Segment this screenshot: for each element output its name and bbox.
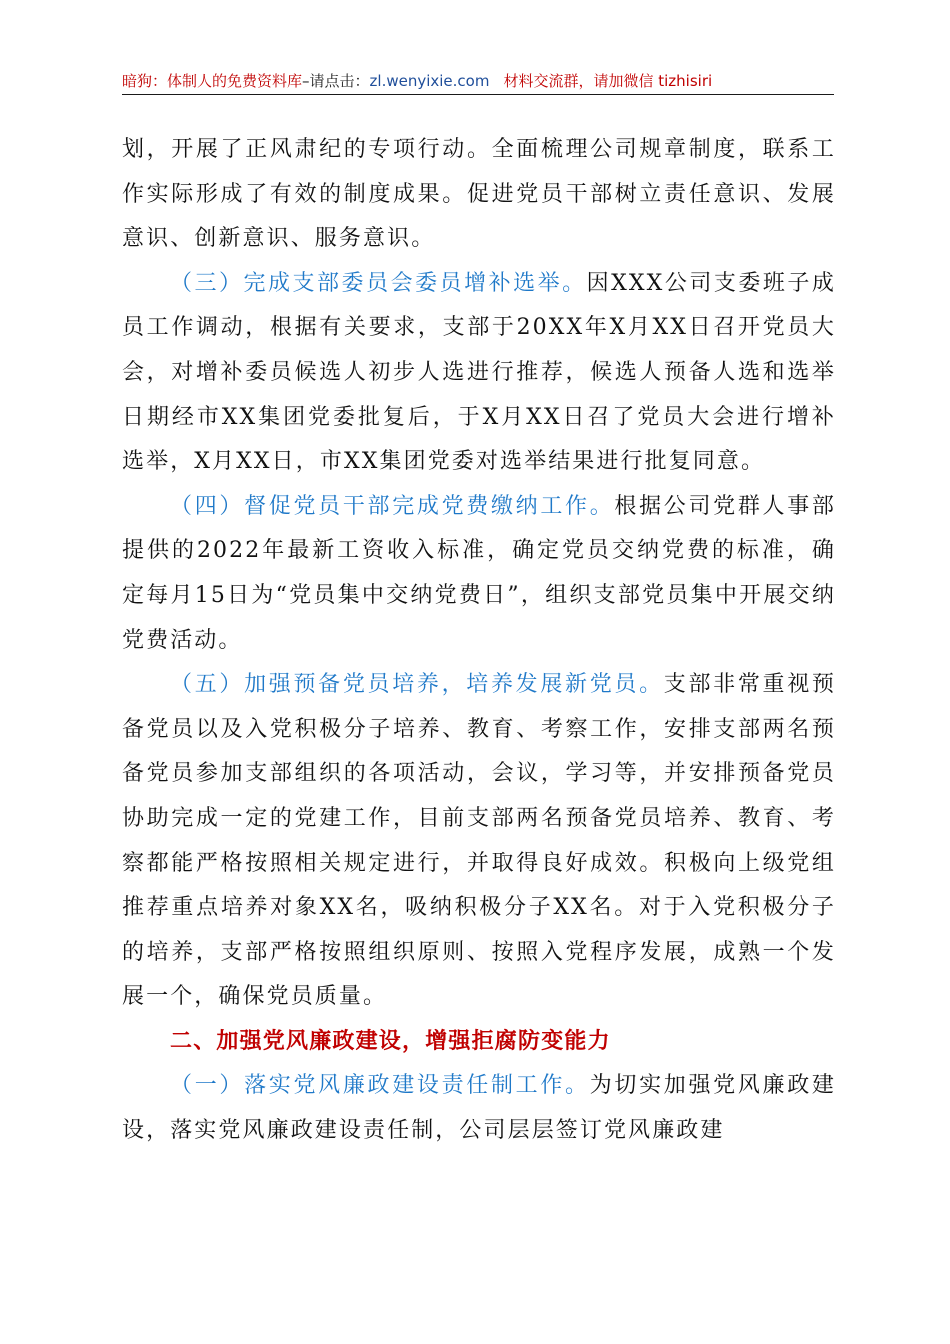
paragraph-2 [122,262,836,485]
paragraph-5 [122,1064,836,1153]
paragraph-5-body: 为切实加强党风廉政建设，落实党风廉政建设责任制，公司层层签订党风廉政建 [122,1073,836,1144]
subsection-title-4: （四）督促党员干部完成党费缴纳工作。 [170,493,615,519]
paragraph-4-body: 支部非常重视预备党员以及入党积极分子培养、教育、考察工作，安排支部两名预备党员参加支部组织的各项活动，会议，学习等，并安排预备党员协助完成一定的党建工作，目前支部两名预备党员培养、教育、考察都能严格按照相关规定进行，并取得良好成效。积极向上级党组推荐重点培养对象XX名，吸纳积极分子XX名。对于入党积极分子的培养，支部严格按照组织原则、按照入党程序发展，成熟一个发展一个，确保党员质量。 [122,672,836,1010]
subsection-title-1: （一）落实党风廉政建设责任制工作。 [170,1073,590,1099]
header-divider [122,94,834,95]
document-body [122,128,836,1154]
subsection-title-5: （五）加强预备党员培养，培养发展新党员。 [170,672,664,698]
header-url-link[interactable]: zl.wenyixie.com [369,72,490,90]
header-site-name: 暗狗：体制人的免费资料库 [122,72,303,90]
page-header [122,70,834,92]
header-click-prompt: –请点击： [302,72,370,90]
paragraph-3-body: 根据公司党群人事部提供的2022年最新工资收入标准，确定党员交纳党费的标准，确定每月15日为“党员集中交纳党费日”，组织支部党员集中开展交纳党费活动。 [122,493,836,653]
header-contact-info: 材料交流群，请加微信 tizhisiri [503,72,713,90]
paragraph-4 [122,663,836,1020]
section-2-heading-line [122,1020,836,1065]
paragraph-2-body: 因XXX公司支委班子成员工作调动，根据有关要求，支部于20XX年X月XX日召开党员大会，对增补委员候选人初步人选进行推荐，候选人预备人选和选举日期经市XX集团党委批复后，于X月XX日召了党员大会进行增补选举，X月XX日，市XX集团党委对选举结果进行批复同意。 [122,270,836,475]
paragraph-1: 划，开展了正风肃纪的专项行动。全面梳理公司规章制度，联系工作实际形成了有效的制度成果。促进党员干部树立责任意识、发展意识、创新意识、服务意识。 [122,137,836,252]
subsection-title-3: （三）完成支部委员会委员增补选举。 [170,270,587,296]
section-2-heading: 二、加强党风廉政建设，增强拒腐防变能力 [170,1028,611,1054]
paragraph-3 [122,485,836,663]
